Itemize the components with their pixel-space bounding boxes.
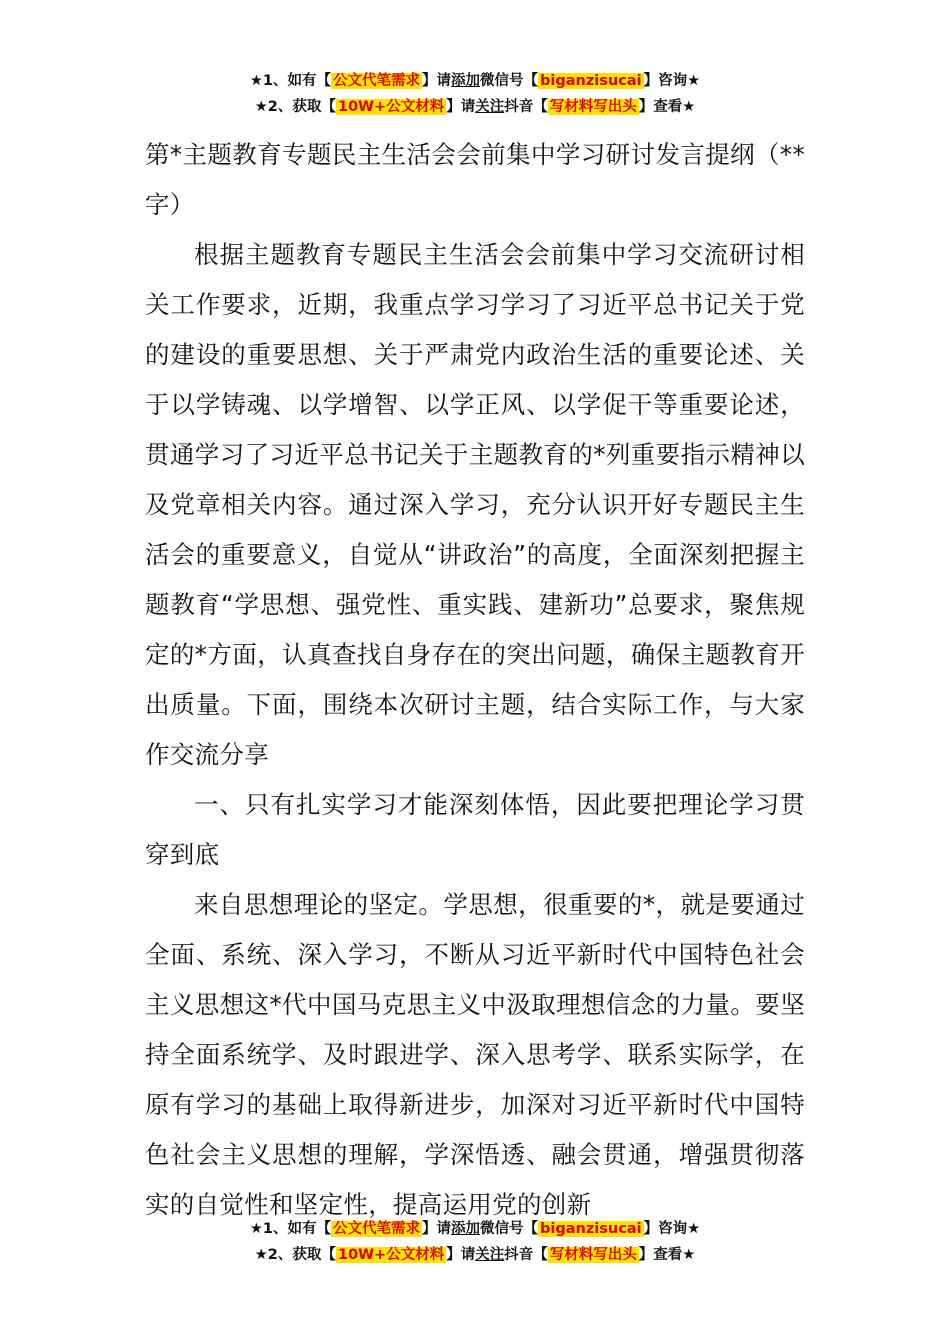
promo-text: ★2、获取【 [254,1247,336,1263]
promo-text: 】查看★ [638,99,696,115]
promo-text: 】咨询★ [643,73,701,89]
section-heading-1: 一、只有扎实学习才能深刻体悟，因此要把理论学习贯穿到底 [145,790,805,869]
promo-text: 】请 [422,73,452,89]
promo-highlight: 10W+公文材料 [337,1247,445,1263]
document-body [145,130,805,1230]
promo-highlight: 10W+公文材料 [337,99,445,115]
promo-text: 抖音【 [504,99,548,115]
promo-underlined: 关注 [475,1247,505,1263]
promo-text: 】请 [446,99,476,115]
promo-text: 抖音【 [504,1247,548,1263]
promo-line-1 [0,1216,950,1242]
promo-text: 】咨询★ [643,1221,701,1237]
promo-text: ★1、如有【 [249,73,332,89]
promo-text: 】请 [422,1221,452,1237]
promo-line-2 [0,94,950,120]
promo-highlight: 公文代笔需求 [333,73,421,89]
wechat-id: biganzisucai [540,1221,642,1237]
promo-text: 】查看★ [638,1247,696,1263]
promo-line-1 [0,68,950,94]
promo-banner-bottom [0,1216,950,1268]
promo-text: ★2、获取【 [254,99,336,115]
promo-highlight: 公文代笔需求 [333,1221,421,1237]
document-title: 第*主题教育专题民主生活会会前集中学习研讨发言提纲（**字） [145,140,805,219]
promo-text: ★1、如有【 [249,1221,332,1237]
wechat-id: biganzisucai [540,73,642,89]
intro-paragraph: 根据主题教育专题民主生活会会前集中学习交流研讨相关工作要求，近期，我重点学习学习了习近平总书记关于党的建设的重要思想、关于严肃党内政治生活的重要论述、关于以学铸魂、以学增智、以学正风、以学促干等重要论述，贯通学习了习近平总书记关于主题教育的*列重要指示精神以及党章相关内容。通过深入学习，充分认识开好专题民主生活会的重要意义，自觉从“讲政治”的高度，全面深刻把握主题教育“学思想、强党性、重实践、建新功”总要求，聚焦规定的*方面，认真查找自身存在的突出问题，确保主题教育开出质量。下面，围绕本次研讨主题，结合实际工作，与大家作交流分享 [145,240,805,769]
promo-line-2 [0,1242,950,1268]
douyin-account: 写材料写出头 [549,1247,637,1263]
body-paragraph: 来自思想理论的坚定。学思想，很重要的*，就是要通过全面、系统、深入学习，不断从习近平新时代中国特色社会主义思想这*代中国马克思主义中汲取理想信念的力量。要坚持全面系统学、及时跟进学、深入思考学、联系实际学，在原有学习的基础上取得新进步，加深对习近平新时代中国特色社会主义思想的理解，学深悟透、融会贯通，增强贯彻落实的自觉性和坚定性，提高运用党的创新 [145,890,805,1219]
promo-underlined: 关注 [475,99,505,115]
promo-banner-top [0,68,950,120]
promo-text: 】请 [446,1247,476,1263]
promo-underlined: 添加 [451,1221,481,1237]
promo-text: 微信号【 [480,73,539,89]
promo-underlined: 添加 [451,73,481,89]
promo-text: 微信号【 [480,1221,539,1237]
douyin-account: 写材料写出头 [549,99,637,115]
